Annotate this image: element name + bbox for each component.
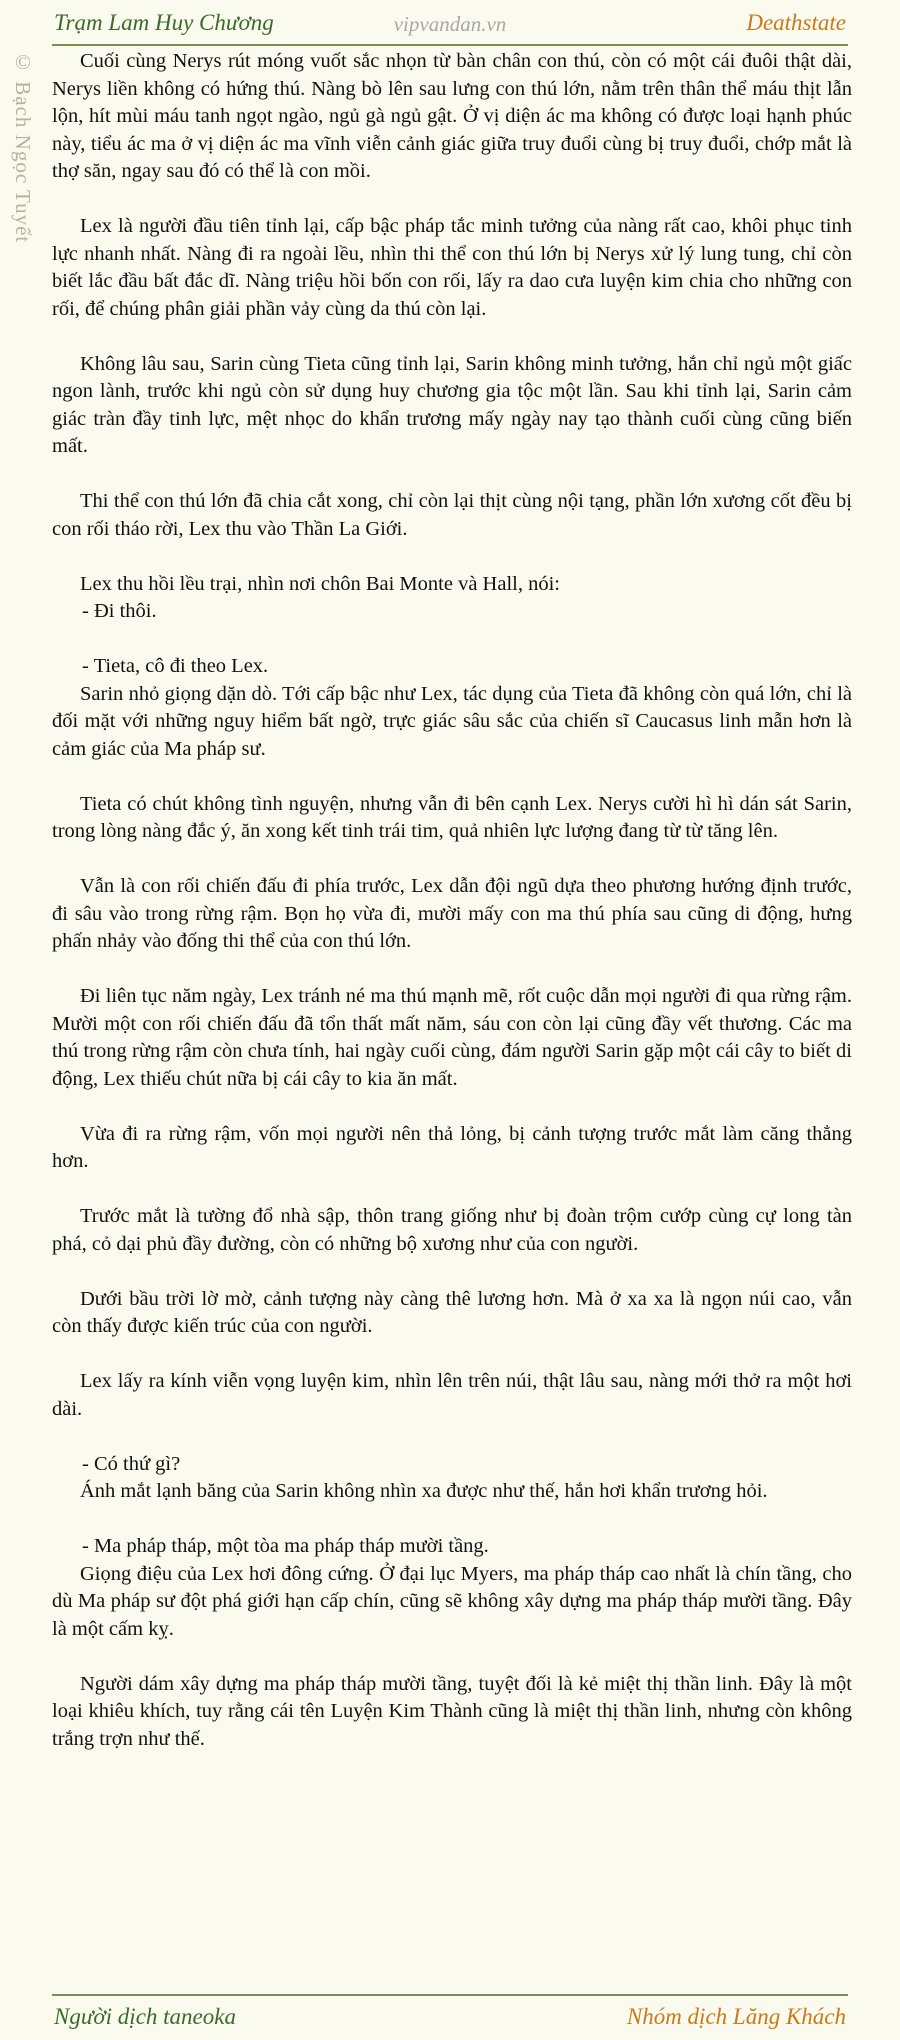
- paragraph: Đi liên tục năm ngày, Lex tránh né ma thú mạnh mẽ, rốt cuộc dẫn mọi người đi qua rừng rậm. Mười một con rối chiến đấu đã tổn thất mất năm, sáu con còn lại cũng đầy vết thương. Các ma thú trong rừng rậm còn chưa tính, hai ngày cuối cùng, đám người Sarin gặp một cái cây to biết di động, Lex thiếu chút nữa bị cái cây to kia ăn mất.: [52, 985, 852, 1090]
- dialogue-line: - Có thứ gì?: [82, 1452, 181, 1475]
- author-name: Deathstate: [746, 10, 846, 35]
- paragraph: Lex thu hồi lều trại, nhìn nơi chôn Bai Monte và Hall, nói:: [80, 572, 560, 595]
- paragraph: Thi thể con thú lớn đã chia cắt xong, chỉ còn lại thịt cùng nội tạng, phần lớn xương cốt đều bị con rối tháo rời, Lex thu vào Thần La Giới.: [52, 490, 852, 540]
- group-credit: Nhóm dịch Lăng Khách: [626, 2004, 846, 2029]
- copyright-watermark: © Bạch Ngọc Tuyết: [11, 50, 35, 244]
- paragraph: Lex lấy ra kính viễn vọng luyện kim, nhìn lên trên núi, thật lâu sau, nàng mới thở ra một hơi dài.: [52, 1370, 852, 1420]
- paragraph: Không lâu sau, Sarin cùng Tieta cũng tỉnh lại, Sarin không minh tưởng, hắn chỉ ngủ một giấc ngon lành, trước khi ngủ còn sử dụng huy chương gia tộc một lần. Sau khi tỉnh lại, Sarin cảm giác tràn đầy tinh lực, mệt nhọc do khẩn trương mấy ngày nay tạo thành cuối cùng cũng biến mất.: [52, 352, 852, 457]
- chapter-body: [52, 48, 852, 1781]
- page-footer: [52, 1994, 848, 2036]
- paragraph: Lex là người đầu tiên tỉnh lại, cấp bậc pháp tắc minh tưởng của nàng rất cao, khôi phục tinh lực nhanh nhất. Nàng đi ra ngoài lều, nhìn thi thể con thú lớn bị Nerys xử lý lung tung, chỉ còn biết lắc đầu bất đắc dĩ. Nàng triệu hồi bốn con rối, lấy ra dao cưa luyện kim chia cho những con rối, để chúng phân giải phần vảy cùng da thú còn lại.: [52, 215, 852, 320]
- paragraph: Sarin nhỏ giọng dặn dò. Tới cấp bậc như Lex, tác dụng của Tieta đã không còn quá lớn, chỉ là đối mặt với những nguy hiểm bất ngờ, trực giác sâu sắc của chiến sĩ Caucasus linh mẫn hơn là cảm giác của Ma pháp sư.: [52, 682, 852, 760]
- paragraph: Cuối cùng Nerys rút móng vuốt sắc nhọn từ bàn chân con thú, còn có một cái đuôi thật dài, Nerys liền không có hứng thú. Nàng bò lên sau lưng con thú lớn, nằm trên thân thể máu thịt lẫn lộn, hít mùi máu tanh ngọt ngào, ngủ gà ngủ gật. Ở vị diện ác ma không có được loại hạnh phúc này, tiểu ác ma ở vị diện ác ma vĩnh viễn cảnh giác giữa truy đuổi cùng bị truy đuổi, chớp mắt là thợ săn, ngay sau đó có thể là con mồi.: [52, 50, 852, 182]
- paragraph: Tieta có chút không tình nguyện, nhưng vẫn đi bên cạnh Lex. Nerys cười hì hì dán sát Sarin, trong lòng nàng đắc ý, ăn xong kết tinh trái tim, quả nhiên lực lượng đang từ từ tăng lên.: [52, 792, 852, 842]
- dialogue-line: - Ma pháp tháp, một tòa ma pháp tháp mười tầng.: [82, 1535, 489, 1557]
- paragraph: Giọng điệu của Lex hơi đông cứng. Ở đại lục Myers, ma pháp tháp cao nhất là chín tầng, cho dù Ma pháp sư đột phá giới hạn cấp chín, cũng sẽ không xây dựng ma pháp tháp mười tầng. Đây là một cấm kỵ.: [52, 1562, 852, 1640]
- paragraph: Dưới bầu trời lờ mờ, cảnh tượng này càng thê lương hơn. Mà ở xa xa là ngọn núi cao, vẫn còn thấy được kiến trúc của con người.: [52, 1287, 852, 1337]
- dialogue-line: - Tieta, cô đi theo Lex.: [82, 655, 269, 677]
- dialogue-line: - Đi thôi.: [82, 600, 157, 622]
- paragraph: Ánh mắt lạnh băng của Sarin không nhìn xa được như thế, hắn hơi khẩn trương hỏi.: [80, 1480, 768, 1502]
- paragraph: Trước mắt là tường đổ nhà sập, thôn trang giống như bị đoàn trộm cướp cùng cự long tàn phá, cỏ dại phủ đầy đường, còn có những bộ xương như của con người.: [52, 1205, 852, 1255]
- paragraph: Vẫn là con rối chiến đấu đi phía trước, Lex dẫn đội ngũ dựa theo phương hướng định trước, đi sâu vào trong rừng rậm. Bọn họ vừa đi, mười mấy con ma thú phía sau cũng di động, hưng phấn nhảy vào đống thi thể của con thú lớn.: [52, 875, 852, 952]
- paragraph: Vừa đi ra rừng rậm, vốn mọi người nên thả lỏng, bị cảnh tượng trước mắt làm căng thẳng hơn.: [52, 1122, 852, 1172]
- paragraph: Người dám xây dựng ma pháp tháp mười tầng, tuyệt đối là kẻ miệt thị thần linh. Đây là một loại khiêu khích, tuy rằng cái tên Luyện Kim Thành cũng là miệt thị thần linh, nhưng còn không trắng trợn như thế.: [52, 1672, 852, 1750]
- page-header: [52, 6, 848, 46]
- translator-credit: Người dịch taneoka: [54, 2004, 236, 2029]
- site-name: vipvandan.vn: [393, 12, 507, 36]
- book-title: Trạm Lam Huy Chương: [54, 10, 274, 35]
